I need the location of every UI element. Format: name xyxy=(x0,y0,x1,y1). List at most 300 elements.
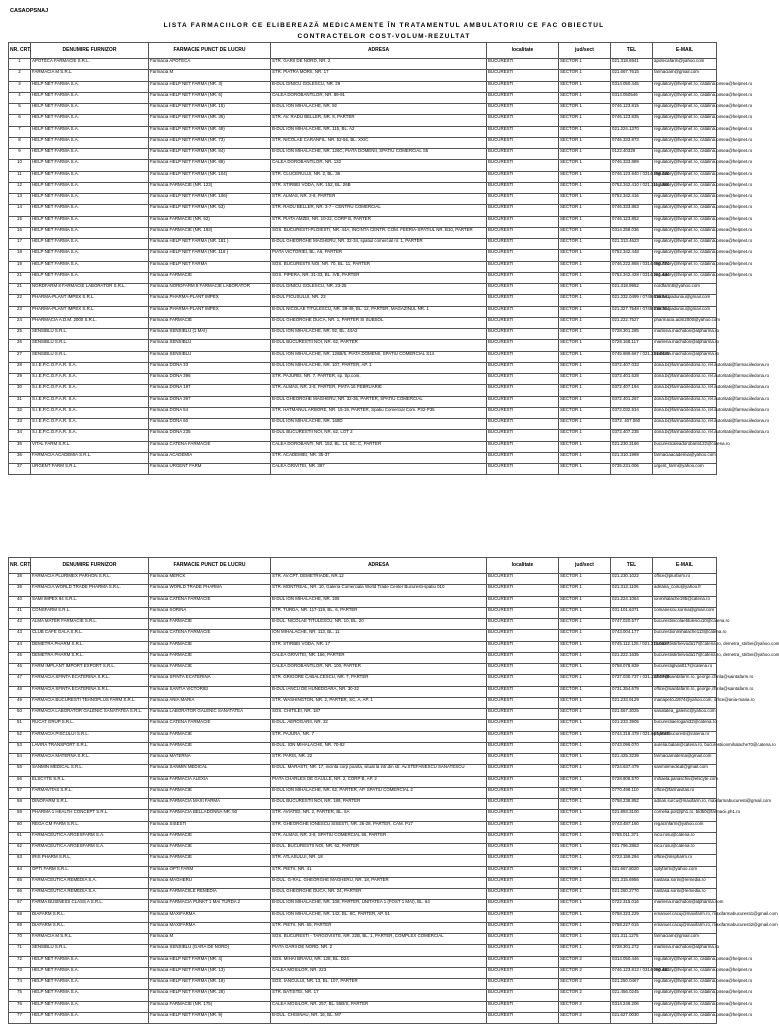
cell-adresa: PIATA GARII DE NORD, NR. 2 xyxy=(271,945,487,956)
cell-jud-sect: SECTOR 1 xyxy=(559,182,611,193)
table-row xyxy=(9,59,717,70)
cell-email: cornelia.pol@ph1.ro, bld50@farmacii.ph1.ro xyxy=(653,810,717,821)
cell-email: regulatory@helpnet.ro, catalina.pirsea@helpnet.ro xyxy=(653,182,717,193)
cell-jud-sect: SECTOR 1 xyxy=(559,250,611,261)
cell-nr: 65 xyxy=(9,877,31,888)
cell-localitate: BUCURESTI xyxy=(487,664,559,675)
cell-adresa: PIATA CHARLES DE GAULLE, NR. 2, CORP B, AP. 2 xyxy=(271,776,487,787)
cell-adresa: B-DUL ION MIHALACHE, NR. 195 xyxy=(271,596,487,607)
table-row xyxy=(9,720,717,731)
cell-adresa: STR. AV.CPT. DEMETRIADE, NR.12 xyxy=(271,574,487,585)
cell-tel: 021.425.3239 xyxy=(611,754,653,765)
cell-localitate: BUCURESTI xyxy=(487,81,559,92)
table-row xyxy=(9,362,717,373)
cell-punct-lucru: Farmacia CATENA FARMACIE xyxy=(149,596,271,607)
cell-jud-sect: SECTOR 1 xyxy=(559,374,611,385)
cell-furnizor: PHARMA 1 HEALTH CONCEPT S.R.L. xyxy=(31,810,149,821)
cell-localitate: BUCURESTI xyxy=(487,934,559,945)
cell-punct-lucru: Farmacia FARMACIA PUNKT 1 MAI TURDA 2 xyxy=(149,900,271,911)
cell-jud-sect: SECTOR 1 xyxy=(559,104,611,115)
cell-email: dona.b@farmaciiledona.ro, rel.autoritati@farmaciiledona.ro xyxy=(653,407,717,418)
cell-adresa: STR. PARIS, NR. 22 xyxy=(271,754,487,765)
cell-punct-lucru: Farmacia FARMACIE xyxy=(149,855,271,866)
cell-email: regulatory@helpnet.ro, catalina.pirsea@helpnet.ro xyxy=(653,250,717,261)
cell-jud-sect: SECTOR 1 xyxy=(559,407,611,418)
cell-adresa: ION MIHALACHE, NR. 113, BL. 11 xyxy=(271,630,487,641)
cell-furnizor: FARMAVITAS S.R.L. xyxy=(31,787,149,798)
cell-tel: 0746.222.868 / 0314.050.774 xyxy=(611,261,653,272)
table-row xyxy=(9,70,717,81)
cell-furnizor: S.I.E.P.C.O.F.A.R. S.A. xyxy=(31,419,149,430)
cell-tel: 0758.323.229 xyxy=(611,911,653,922)
cell-adresa: STR. ALMAS, NR. 2-8, PARTER, PIATA 16 FEBRUARIE xyxy=(271,385,487,396)
cell-punct-lucru: Farmacia HELP NET FARMA (NR. 18) xyxy=(149,979,271,990)
cell-localitate: BUCURESTI xyxy=(487,900,559,911)
cell-tel: 0746.123.815 xyxy=(611,104,653,115)
cell-nr: 30 xyxy=(9,385,31,396)
cell-adresa: B-DUL DINICU GOLESCU, NR. 23-25 xyxy=(271,284,487,295)
cell-jud-sect: SECTOR 1 xyxy=(559,720,611,731)
cell-email: bucurestistirbeivoda17@catena.ro, demetra_stirbei@yahoo.com xyxy=(653,652,717,663)
cell-email: emanuel.cacuj@maxifarm.ro, maxifarmabucuresti2@gmail.com xyxy=(653,922,717,933)
cell-furnizor: FARM IMPLANT IMPORT EXPORT S.R.L. xyxy=(31,664,149,675)
cell-tel: 021.233.9129 xyxy=(611,697,653,708)
cell-punct-lucru: Farmacia DONA 396 xyxy=(149,374,271,385)
cell-localitate: BUCURESTI xyxy=(487,742,559,753)
cell-furnizor: FARMACIA BUCURESTI TEHNOPLUS FARM S.R.L. xyxy=(31,697,149,708)
table-row xyxy=(9,979,717,990)
cell-jud-sect: SECTOR 1 xyxy=(559,889,611,900)
cell-localitate: BUCURESTI xyxy=(487,675,559,686)
cell-adresa: STR. ACADEMIEI, NR. 35-37 xyxy=(271,452,487,463)
cell-adresa: CALEA DOROBANTILOR, NR. 100, PARTER xyxy=(271,664,487,675)
cell-email: regulatory@helpnet.ro, catalina.pirsea@helpnet.ro xyxy=(653,171,717,182)
cell-jud-sect: SECTOR 1 xyxy=(559,396,611,407)
cell-punct-lucru: Farmacia CATENA FARMACIE xyxy=(149,441,271,452)
cell-email: dona.b@farmaciiledona.ro, rel.autoritati@farmaciiledona.ro xyxy=(653,430,717,441)
cell-localitate: BUCURESTI xyxy=(487,59,559,70)
cell-localitate: BUCURESTI xyxy=(487,776,559,787)
cell-email: mariapetcu1974@yahoo.com, office@ania-maria.ro xyxy=(653,697,717,708)
cell-tel: 021.667.3025 xyxy=(611,709,653,720)
cell-jud-sect: SECTOR 1 xyxy=(559,844,611,855)
cell-adresa: B-DUL BUCURESTII NOI, NR. 62, LOT 2 xyxy=(271,430,487,441)
cell-punct-lucru: Farmacia FARMACIE xyxy=(149,664,271,675)
table-row xyxy=(9,149,717,160)
cell-adresa: STR. GHEORGHE IONESCU SISESTI, NR. 26-28, PARTER, CAM. P17 xyxy=(271,821,487,832)
cell-nr: 57 xyxy=(9,787,31,798)
cell-jud-sect: SECTOR 1 xyxy=(559,630,611,641)
cell-furnizor: DIAFARM S.R.L. xyxy=(31,922,149,933)
cell-jud-sect: SECTOR 1 xyxy=(559,430,611,441)
cell-localitate: BUCURESTI xyxy=(487,115,559,126)
cell-punct-lucru: Farmacia HELP NET FARMA (NR. 35) xyxy=(149,115,271,126)
cell-furnizor: HELP NET FARMA S.A. xyxy=(31,990,149,1001)
cell-furnizor: SAMI IMPEX 94 S.R.L. xyxy=(31,596,149,607)
cell-jud-sect: SECTOR 1 xyxy=(559,272,611,283)
cell-tel: 0372.032.534 xyxy=(611,407,653,418)
cell-furnizor: HELP NET FARMA S.A. xyxy=(31,115,149,126)
cell-furnizor: HELP NET FARMA S.A. xyxy=(31,979,149,990)
cell-furnizor: HELP NET FARMA S.A. xyxy=(31,250,149,261)
table-row xyxy=(9,686,717,697)
cell-adresa: STR. MONTREAL, NR. 10, Galeria Comerciala World Trade Center Bucuresti-spatiu 010 xyxy=(271,585,487,596)
cell-tel: 0723.159.294 xyxy=(611,855,653,866)
cell-nr: 34 xyxy=(9,430,31,441)
cell-furnizor: PHARMA-PLANT IMPEX S.R.L. xyxy=(31,295,149,306)
cell-localitate: BUCURESTI xyxy=(487,306,559,317)
cell-furnizor: HELP NET FARMA S.A. xyxy=(31,104,149,115)
cell-localitate: BUCURESTI xyxy=(487,362,559,373)
cell-adresa: SOS. BUCURESTI-PLOIESTI, NR. 44A, INCINTA CENTR. COM. FEERIA-SPATIUL NR. B10, PARTER xyxy=(271,227,487,238)
cell-email: marilena.machidon@alpharma.ro xyxy=(653,329,717,340)
cell-adresa: STR. NICOLAE CARANFIL, NR. 52-56, BL. XXIC xyxy=(271,137,487,148)
cell-jud-sect: SECTOR 1 xyxy=(559,855,611,866)
cell-adresa: CALEA MOSILOR, NR. 223 xyxy=(271,967,487,978)
cell-punct-lucru: Farmacia DONA 397 xyxy=(149,396,271,407)
cell-jud-sect: SECTOR 1 xyxy=(559,787,611,798)
cell-punct-lucru: Farmacia FARMACIE xyxy=(149,317,271,328)
cell-email: regulatory@helpnet.ro, catalina.pirsea@helpnet.ro xyxy=(653,115,717,126)
cell-email: sanminmedical@gmail.com xyxy=(653,765,717,776)
cell-localitate: BUCURESTI xyxy=(487,284,559,295)
cell-jud-sect: SECTOR 1 xyxy=(559,641,611,652)
cell-tel: 021.796.2863 xyxy=(611,844,653,855)
column-header-furnizor: DENUMIRE FURNIZOR xyxy=(31,558,149,574)
cell-localitate: BUCURESTI xyxy=(487,239,559,250)
cell-localitate: BUCURESTI xyxy=(487,149,559,160)
cell-jud-sect: SECTOR 1 xyxy=(559,585,611,596)
cell-furnizor: FARMACIA M S.R.L. xyxy=(31,934,149,945)
cell-jud-sect: SECTOR 1 xyxy=(559,362,611,373)
cell-tel: 031.101.6371 xyxy=(611,607,653,618)
cell-localitate: BUCURESTI xyxy=(487,227,559,238)
cell-nr: 17 xyxy=(9,239,31,250)
cell-punct-lucru: Farmacia DONA 33 xyxy=(149,362,271,373)
cell-localitate: BUCURESTI xyxy=(487,1001,559,1012)
cell-jud-sect: SECTOR 1 xyxy=(559,934,611,945)
cell-jud-sect: SECTOR 1 xyxy=(559,59,611,70)
cell-nr: 76 xyxy=(9,1001,31,1012)
table-row xyxy=(9,216,717,227)
cell-nr: 43 xyxy=(9,630,31,641)
cell-tel: 0747.020.577 xyxy=(611,619,653,630)
cell-nr: 32 xyxy=(9,407,31,418)
cell-nr: 62 xyxy=(9,844,31,855)
cell-tel: 0746.123.813 / 0314.050.451 xyxy=(611,967,653,978)
cell-punct-lucru: Farmacia PHARMA-PLANT IMPEX xyxy=(149,295,271,306)
cell-localitate: BUCURESTI xyxy=(487,295,559,306)
table-row xyxy=(9,239,717,250)
cell-jud-sect: SECTOR 1 xyxy=(559,81,611,92)
cell-jud-sect: SECTOR 1 xyxy=(559,115,611,126)
table-row xyxy=(9,675,717,686)
cell-tel: 0746.123.852 xyxy=(611,216,653,227)
cell-adresa: B-DUL ION MIHALACHE, NR. 126B/5, PIATA DOMENII, SPATIU COMERCIAL S14 xyxy=(271,351,487,362)
cell-punct-lucru: Farmacia HELP NET FARMA (NR. 28) xyxy=(149,990,271,1001)
table-row xyxy=(9,464,717,475)
cell-nr: 26 xyxy=(9,340,31,351)
cell-furnizor: URGENT FARM S.R.L. xyxy=(31,464,149,475)
cell-email: adriana_coiru@yahoo.fr xyxy=(653,585,717,596)
cell-localitate: BUCURESTI xyxy=(487,607,559,618)
cell-email: regulatory@helpnet.ro, catalina.pirsea@helpnet.ro xyxy=(653,137,717,148)
cell-jud-sect: SECTOR 1 xyxy=(559,126,611,137)
cell-punct-lucru: Farmacia SFINTA ECATERINA xyxy=(149,675,271,686)
cell-email: nastasa.sorin@remedia.ro xyxy=(653,877,717,888)
cell-nr: 49 xyxy=(9,697,31,708)
cell-furnizor: HELP NET FARMA S.A. xyxy=(31,1001,149,1012)
cell-jud-sect: SECTOR 1 xyxy=(559,799,611,810)
cell-nr: 45 xyxy=(9,652,31,663)
cell-localitate: BUCURESTI xyxy=(487,216,559,227)
cell-jud-sect: SECTOR 1 xyxy=(559,877,611,888)
table-row xyxy=(9,396,717,407)
cell-adresa: STR. PAJURA, NR. 7 xyxy=(271,731,487,742)
cell-furnizor: S.I.E.P.C.O.F.A.R. S.A. xyxy=(31,396,149,407)
cell-localitate: BUCURESTI xyxy=(487,754,559,765)
cell-localitate: BUCURESTI xyxy=(487,396,559,407)
table-row xyxy=(9,855,717,866)
column-header-tel: TEL xyxy=(611,558,653,574)
cell-email: regulatory@helpnet.ro, catalina.pirsea@helpnet.ro xyxy=(653,160,717,171)
table-row xyxy=(9,697,717,708)
cell-nr: 72 xyxy=(9,956,31,967)
cell-punct-lucru: Farmacia FARMACIE xyxy=(149,652,271,663)
cell-localitate: BUCURESTI xyxy=(487,956,559,967)
cell-localitate: BUCURESTI xyxy=(487,385,559,396)
pharmacy-table-2 xyxy=(8,557,779,1024)
table-row xyxy=(9,889,717,900)
cell-localitate: BUCURESTI xyxy=(487,351,559,362)
cell-tel: 0314.249.206 xyxy=(611,1001,653,1012)
cell-adresa: STR. CLUCERULUI, NR. 2, BL. 36 xyxy=(271,171,487,182)
cell-email: office@farmavitas.ro xyxy=(653,787,717,798)
cell-email: regulatory@helpnet.ro, catalina.pirsea@helpnet.ro xyxy=(653,194,717,205)
cell-furnizor: HELP NET FARMA S.A. xyxy=(31,81,149,92)
cell-adresa: B-DUL. G-RAL. GHEORGHE MAGHERU, NR. 18, PARTER xyxy=(271,877,487,888)
table-row xyxy=(9,607,717,618)
cell-nr: 71 xyxy=(9,945,31,956)
cell-furnizor: HELP NET FARMA S.A. xyxy=(31,272,149,283)
cell-punct-lucru: Farmacia FARMACIE xyxy=(149,619,271,630)
cell-adresa: B-DUL ION MIHALACHE, NR. 142, BL. 8C, PARTER, AP. 51 xyxy=(271,911,487,922)
cell-adresa: STR. ATLASULUI, NR. 18 xyxy=(271,855,487,866)
cell-adresa: B-DUL FICUSULUI, NR. 23 xyxy=(271,295,487,306)
table-row xyxy=(9,967,717,978)
cell-email: office@irispharm.ro xyxy=(653,855,717,866)
cell-punct-lucru: Farmacia FARMACIE xyxy=(149,832,271,843)
cell-punct-lucru: Farmacia HELP NET FARMA (NR. 6) xyxy=(149,92,271,103)
cell-email: nastasa.sorin@remedia.ro xyxy=(653,889,717,900)
cell-tel: 0744.318.478 / 021.667.5565 xyxy=(611,731,653,742)
cell-adresa: STR. AVIATIEI, NR. 2, PARTER, BL. 5A xyxy=(271,810,487,821)
cell-punct-lucru: Farmacia HELP NET FARMA (NR. 104) xyxy=(149,171,271,182)
cell-punct-lucru: Farmacia ANIA MARIA xyxy=(149,697,271,708)
cell-localitate: BUCURESTI xyxy=(487,877,559,888)
cell-email: regulatory@helpnet.ro, catalina.pirsea@helpnet.ro xyxy=(653,126,717,137)
cell-furnizor: DEMETRA PHARM S.R.L. xyxy=(31,641,149,652)
cell-tel: 0758.078.839 xyxy=(611,664,653,675)
cell-adresa: PIATA VICTORIEI, BL. A6, PARTER xyxy=(271,250,487,261)
cell-furnizor: APOTECA FARMACIE S.R.L. xyxy=(31,59,149,70)
cell-localitate: BUCURESTI xyxy=(487,686,559,697)
cell-furnizor: PHARMACIA A.D.M. 2000 S.R.L. xyxy=(31,317,149,328)
table-row xyxy=(9,574,717,585)
cell-email: nicu.rosu@catena.ro xyxy=(653,844,717,855)
cell-localitate: BUCURESTI xyxy=(487,250,559,261)
cell-localitate: BUCURESTI xyxy=(487,1012,559,1023)
cell-punct-lucru: Farmacia FARMACIE (NR. 123) xyxy=(149,182,271,193)
cell-tel: 021.233.3905 xyxy=(611,720,653,731)
cell-furnizor: DEMETRA PHARM S.R.L. xyxy=(31,652,149,663)
table-row xyxy=(9,832,717,843)
cell-furnizor: HELP NET FARMA S.A. xyxy=(31,205,149,216)
cell-localitate: BUCURESTI xyxy=(487,137,559,148)
cell-tel: 0743.004.177 xyxy=(611,630,653,641)
table-row xyxy=(9,596,717,607)
cell-nr: 55 xyxy=(9,765,31,776)
cell-adresa: STR. STIRBEI VODA, NR. 17 xyxy=(271,641,487,652)
cell-nr: 70 xyxy=(9,934,31,945)
cell-tel: 0752.342.448 xyxy=(611,250,653,261)
cell-tel: 0372.407.235 xyxy=(611,430,653,441)
cell-localitate: BUCURESTI xyxy=(487,697,559,708)
cell-adresa: B-DUL ION MIHALACHE, NR. 115, BL. A2 xyxy=(271,126,487,137)
cell-adresa: SOS. IANCULUI, NR. 13, BL. 107, PARTER xyxy=(271,979,487,990)
cell-furnizor: FARMACIA SFINTA ECATERINA S.R.L. xyxy=(31,686,149,697)
cell-email: optyfarm@yahoo.com xyxy=(653,866,717,877)
cell-localitate: BUCURESTI xyxy=(487,709,559,720)
cell-nr: 75 xyxy=(9,990,31,1001)
table-row xyxy=(9,652,717,663)
cell-jud-sect: SECTOR 1 xyxy=(559,922,611,933)
cell-adresa: STR. PAJUREI, NR. 7, PARTER, sp. Sp.com. xyxy=(271,374,487,385)
cell-jud-sect: SECTOR 1 xyxy=(559,754,611,765)
table-row xyxy=(9,776,717,787)
cell-tel: 0314.050.446 xyxy=(611,956,653,967)
cell-adresa: STR. PIETII, NR. 41 xyxy=(271,866,487,877)
cell-tel: 021.232.0499 / 0749.039.541 xyxy=(611,295,653,306)
cell-punct-lucru: Farmacia FARMACIE (NR. 52) xyxy=(149,216,271,227)
cell-adresa: B-DUL GHEORGHE DUCA, NR. 1, PARTER SI SUBSOL xyxy=(271,317,487,328)
cell-localitate: BUCURESTI xyxy=(487,205,559,216)
cell-tel: 021.667.8020 xyxy=(611,866,653,877)
cell-adresa: B-DUL IANCU DE HUNEDOARA, NR. 30-32 xyxy=(271,686,487,697)
table-row xyxy=(9,742,717,753)
cell-jud-sect: SECTOR 1 xyxy=(559,776,611,787)
cell-furnizor: S.I.E.P.C.O.F.A.R. S.A. xyxy=(31,385,149,396)
cell-email: regulatory@helpnet.ro, catalina.pirsea@helpnet.ro xyxy=(653,261,717,272)
cell-nr: 56 xyxy=(9,776,31,787)
cell-punct-lucru: Farmacia HELP NET FARMA (NR. 53) xyxy=(149,205,271,216)
cell-nr: 50 xyxy=(9,709,31,720)
cell-jud-sect: SECTOR 1 xyxy=(559,911,611,922)
cell-localitate: BUCURESTI xyxy=(487,866,559,877)
table-body xyxy=(9,58,770,475)
table-row xyxy=(9,441,717,452)
cell-tel: 0122.40329 xyxy=(611,149,653,160)
cell-nr: 63 xyxy=(9,855,31,866)
cell-punct-lucru: Farmacia FARMACIE xyxy=(149,787,271,798)
cell-tel: 0752.342.428 / 0314.261.444 xyxy=(611,272,653,283)
table-row xyxy=(9,182,717,193)
cell-nr: 3 xyxy=(9,81,31,92)
cell-adresa: CALEA MOSILOR, NR. 257, BL. 55B/S, PARTER xyxy=(271,1001,487,1012)
cell-localitate: BUCURESTI xyxy=(487,452,559,463)
cell-punct-lucru: Farmacia MATERNA xyxy=(149,754,271,765)
cell-tel: 021.310.1969 xyxy=(611,452,653,463)
cell-email: regacmfarm@yahoo.com xyxy=(653,821,717,832)
cell-jud-sect: SECTOR 1 xyxy=(559,92,611,103)
cell-email: office@saintafarm.ro, george.chirila@saintafarm.ro xyxy=(653,686,717,697)
cell-email: dona.b@farmaciiledona.ro, rel.autoritati@farmaciiledona.ro xyxy=(653,385,717,396)
cell-tel: 0735.231.006 xyxy=(611,464,653,475)
cell-nr: 73 xyxy=(9,967,31,978)
cell-nr: 39 xyxy=(9,585,31,596)
cell-jud-sect: SECTOR 1 xyxy=(559,329,611,340)
column-header-localitate: localitate xyxy=(487,558,559,574)
cell-nr: 47 xyxy=(9,675,31,686)
cell-jud-sect: SECTOR 1 xyxy=(559,441,611,452)
cell-email: regulatory@helpnet.ro, catalina.pirsea@helpnet.ro xyxy=(653,967,717,978)
cell-furnizor: SENSIBLU S.R.L. xyxy=(31,340,149,351)
cell-furnizor: S.I.E.P.C.O.F.A.R. S.A. xyxy=(31,374,149,385)
cell-tel: 021.318.9952 xyxy=(611,284,653,295)
table-row xyxy=(9,821,717,832)
cell-nr: 12 xyxy=(9,182,31,193)
cell-punct-lucru: Farmacia FARMACIE xyxy=(149,731,271,742)
cell-tel: 0743.096.070 xyxy=(611,742,653,753)
cell-email: farmaciamaterna@gmail.com xyxy=(653,754,717,765)
table-row xyxy=(9,990,717,1001)
cell-email: regulatory@helpnet.ro, catalina.pirsea@helpnet.ro xyxy=(653,104,717,115)
cell-furnizor: S.I.E.P.C.O.F.A.R. S.A. xyxy=(31,407,149,418)
cell-furnizor: HELP NET FARMA S.A. xyxy=(31,956,149,967)
cell-nr: 25 xyxy=(9,329,31,340)
cell-jud-sect: SECTOR 1 xyxy=(559,596,611,607)
cell-localitate: BUCURESTI xyxy=(487,787,559,798)
table-row xyxy=(9,295,717,306)
cell-jud-sect: SECTOR 1 xyxy=(559,160,611,171)
cell-localitate: BUCURESTI xyxy=(487,765,559,776)
cell-nr: 64 xyxy=(9,866,31,877)
cell-jud-sect: SECTOR 1 xyxy=(559,832,611,843)
cell-tel: 021.230.3166 xyxy=(611,441,653,452)
cell-localitate: BUCURESTI xyxy=(487,641,559,652)
cell-jud-sect: SECTOR 1 xyxy=(559,419,611,430)
cell-furnizor: HELP NET FARMA S.A. xyxy=(31,182,149,193)
cell-tel: 0737.030.737 / 021.232.0788 xyxy=(611,675,653,686)
cell-tel: 0746.123.835 xyxy=(611,115,653,126)
column-header-localitate: localitate xyxy=(487,43,559,59)
cell-punct-lucru: Farmacia APOTECA xyxy=(149,59,271,70)
cell-furnizor: PHARMA-PLANT IMPEX S.R.L. xyxy=(31,306,149,317)
cell-email: nicu.rosu@catena.ro xyxy=(653,832,717,843)
cell-jud-sect: SECTOR 1 xyxy=(559,675,611,686)
cell-email: office@saintafarm.ro, george.chirila@saintafarm.ro xyxy=(653,675,717,686)
cell-tel: 0770.498.110 xyxy=(611,787,653,798)
column-header-nr: NR. CRT. xyxy=(9,43,31,59)
table-row xyxy=(9,430,717,441)
cell-punct-lucru: Farmacia HELP NET FARMA (NR. 13) xyxy=(149,967,271,978)
cell-jud-sect: SECTOR 1 xyxy=(559,317,611,328)
cell-localitate: BUCURESTI xyxy=(487,889,559,900)
cell-tel: 021.222.1635 xyxy=(611,652,653,663)
cell-email: comanescu.sorina@gmail.com xyxy=(653,607,717,618)
cell-adresa: STR. STIRBEI VODA, NR. 152, BL. 26B xyxy=(271,182,487,193)
cell-email: urgent_farm@yahoo.com xyxy=(653,464,717,475)
